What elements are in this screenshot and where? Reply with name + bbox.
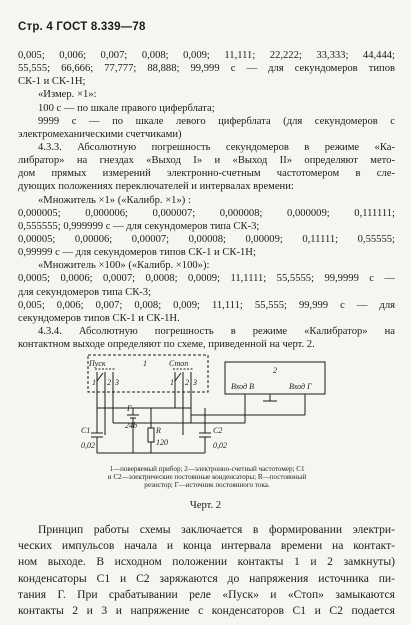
label-contact-1: 1	[92, 378, 96, 387]
circuit-schematic	[55, 353, 355, 463]
label-contact-1b: 1	[170, 378, 174, 387]
text-line: ном выходе. В исходном положении контакты 1 и 2 замкнуты)	[18, 555, 395, 569]
text-line: 0,005; 0,006; 0,007; 0,008; 0,009; 11,111; 55,555; 99,999 с — для	[18, 299, 395, 311]
text-line: 0,005; 0,006; 0,007; 0,008; 0,009; 11,111; 22,222; 33,333; 44,444;	[18, 50, 395, 61]
text-line: ческих импульсов начала и конца интервала времени на контакт-	[18, 539, 395, 553]
text-line: дующих положениях переключателей и интервалах времени:	[18, 181, 294, 193]
label-device-1: 1	[143, 359, 147, 368]
caption-line: и C2—электрические постоянные конденсаторы; R—постоянный	[107, 473, 307, 482]
text-line: 4.3.3. Абсолютную погрешность секундомеров в режиме «Ка-	[38, 141, 395, 153]
text-line: дом прямых измерений электронно-счетным частотомером в сле-	[18, 168, 395, 180]
device-1-box	[88, 355, 208, 392]
text-line: контакты 2 и 3 и напряжение с конденсаторов C1 и C2 подается	[18, 603, 395, 617]
text-line: 9999 с — по шкале левого циферблата (для секундомеров с	[38, 115, 395, 127]
label-c2: C2	[213, 426, 223, 435]
text-line: 0,0005; 0,0006; 0,0007; 0,0008; 0,0009; 11,1111; 55,5555; 99,9999 с —	[18, 273, 395, 285]
text-line: электромеханическими счетчиками)	[18, 128, 182, 140]
label-r: R	[156, 426, 161, 435]
text-line: «Множитель ×1» («Калибр. ×1») :	[38, 194, 191, 206]
label-stop: Стоп	[169, 359, 189, 368]
label-contact-3b: 3	[193, 378, 197, 387]
text-line: Принцип работы схемы заключается в формировании электри-	[38, 523, 395, 536]
text-line: 0,00005; 0,00006; 0,00007; 0,00008; 0,00009; 0,11111; 0,55555;	[18, 233, 395, 245]
text-line: 55,555; 66,666; 77,777; 88,888; 99,999 с — для секундомеров типов	[18, 63, 395, 75]
label-g: Г	[127, 404, 132, 413]
figure-caption	[62, 465, 352, 490]
label-contact-2: 2	[107, 378, 111, 387]
label-device-2: 2	[273, 366, 277, 375]
label-vhod-v: Вход В	[231, 382, 254, 391]
label-vhod-g: Вход Г	[289, 382, 312, 391]
circuit-diagram	[55, 353, 355, 463]
text-line: «Измер. ×1»:	[38, 89, 97, 101]
figure-label: Черт. 2	[189, 500, 222, 511]
text-line: контактном выходе определяют по схеме, приведенной на черт. 2.	[18, 339, 315, 351]
caption-line: 1—поверяемый прибор; 2—электронно-счетный частотомер; C1	[109, 465, 305, 473]
text-line: либратор» на гнездах «Выход I» и «Выход II» определяют мето-	[18, 155, 395, 167]
text-line: СК-1 и СК-1Н;	[18, 76, 86, 88]
text-line: 0,000005; 0,000006; 0,000007; 0,000008; 0,000009; 0,111111;	[18, 207, 395, 219]
page-header: Стр. 4 ГОСТ 8.339—78	[18, 21, 146, 33]
text-line: «Множитель ×100» («Калибр. ×100»):	[38, 260, 210, 272]
caption-line: резистор; Г—источник постоянного тока.	[144, 481, 270, 490]
text-line: тания Г. При срабатывании реле «Пуск» и «Стоп» замыкаются	[18, 587, 395, 601]
label-contact-3: 3	[115, 378, 119, 387]
label-c2-value: 0,02	[213, 441, 227, 450]
label-contact-2b: 2	[185, 378, 189, 387]
text-line: 4.3.4. Абсолютную погрешность в режиме «Калибратор» на	[38, 325, 395, 337]
label-c1-value: 0,02	[81, 441, 95, 450]
text-line: для секундомеров типа СК-3;	[18, 286, 152, 298]
text-line: конденсаторы C1 и C2 заряжаются до напряжения источника пи-	[18, 571, 395, 585]
text-line: 100 с — по шкале правого циферблата;	[38, 102, 215, 114]
label-r-value: 120	[156, 438, 168, 447]
body-text-bottom	[18, 522, 395, 619]
text-line: 0,99999 с — для секундомеров типов СК-1 и СК-1Н;	[18, 247, 256, 259]
label-c1: C1	[81, 426, 91, 435]
text-line: 0,555555; 0,999999 с — для секундомеров типа СК-3;	[18, 220, 260, 232]
label-pusk: Пуск	[89, 359, 106, 368]
label-g-value: 24b	[125, 421, 137, 430]
text-line: секундомеров типов СК-1 и СК-1Н.	[18, 312, 180, 324]
body-text-top	[18, 49, 395, 351]
